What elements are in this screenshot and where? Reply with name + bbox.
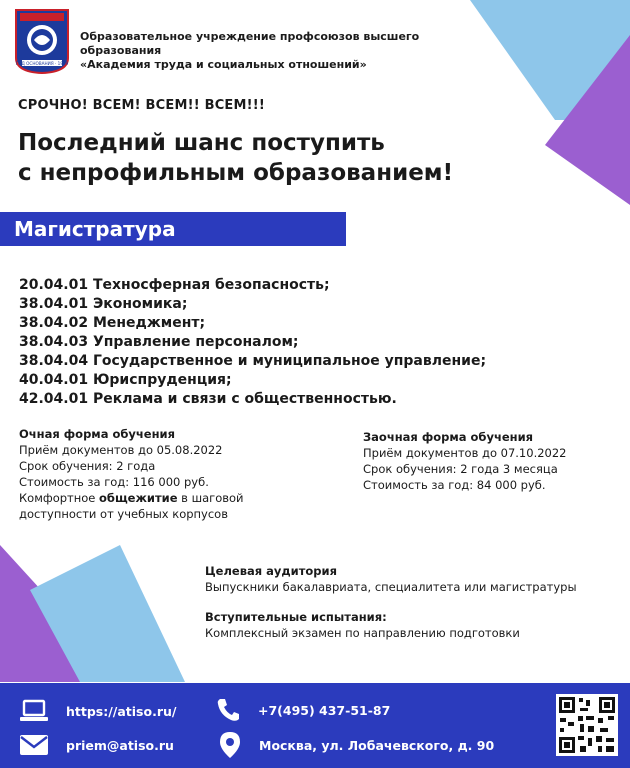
qr-code-icon xyxy=(556,694,618,756)
program-item: 38.04.03 Управление персоналом; xyxy=(19,334,299,350)
atiso-emblem-icon xyxy=(14,8,70,74)
dorm-text-post: в шаговой xyxy=(177,491,244,505)
parttime-study-info xyxy=(363,429,613,493)
parttime-deadline: Приём документов до 07.10.2022 xyxy=(363,446,567,460)
program-item: 38.04.02 Менеджмент; xyxy=(19,315,206,331)
urgent-notice: СРОЧНО! ВСЕМ! ВСЕМ!! ВСЕМ!!! xyxy=(18,98,266,113)
phone-link[interactable] xyxy=(216,697,390,723)
audience-text: Выпускники бакалавриата, специалитета или магистратуры xyxy=(205,580,577,594)
section-band-masters: Магистратура xyxy=(0,212,346,246)
program-list xyxy=(19,276,579,409)
program-item: 38.04.04 Государственное и муниципальное управление; xyxy=(19,353,487,369)
website-link[interactable] xyxy=(20,699,176,723)
laptop-icon xyxy=(20,699,48,723)
fulltime-dorm-line2: доступности от учебных корпусов xyxy=(19,507,228,521)
dorm-text-pre: Комфортное xyxy=(19,491,100,505)
parttime-duration: Срок обучения: 2 года 3 месяца xyxy=(363,462,558,476)
qr-code[interactable] xyxy=(556,694,618,756)
headline-line-2: с непрофильным образованием! xyxy=(18,160,454,186)
phone-icon xyxy=(216,697,240,723)
program-item: 38.04.01 Экономика; xyxy=(19,296,188,312)
program-item: 40.04.01 Юриспруденция; xyxy=(19,372,232,388)
program-item: 20.04.01 Техносферная безопасность; xyxy=(19,277,330,293)
fulltime-dorm xyxy=(19,490,289,506)
headline xyxy=(18,128,538,188)
contact-footer xyxy=(0,683,630,768)
logo-caption: ГОД ОСНОВАНИЯ · 1919 xyxy=(15,61,69,66)
organization-name xyxy=(80,30,480,72)
envelope-icon xyxy=(20,735,48,755)
academy-logo xyxy=(14,8,70,74)
org-line-2: «Академия труда и социальных отношений» xyxy=(80,58,367,71)
address-text: Москва, ул. Лобачевского, д. 90 xyxy=(259,737,495,753)
fulltime-deadline: Приём документов до 05.08.2022 xyxy=(19,443,223,457)
address-info xyxy=(219,731,494,759)
exams-title: Вступительные испытания: xyxy=(205,610,387,624)
parttime-cost: Стоимость за год: 84 000 руб. xyxy=(363,478,546,492)
website-text[interactable]: https://atiso.ru/ xyxy=(66,703,177,719)
dorm-text-bold: общежитие xyxy=(99,491,178,505)
headline-line-1: Последний шанс поступить xyxy=(18,130,385,156)
audience-title: Целевая аудитория xyxy=(205,564,337,578)
fulltime-duration: Срок обучения: 2 года xyxy=(19,459,156,473)
entrance-exams xyxy=(205,609,520,641)
fulltime-title: Очная форма обучения xyxy=(19,427,175,441)
program-item: 42.04.01 Реклама и связи с общественностью. xyxy=(19,391,397,407)
location-pin-icon xyxy=(219,731,241,759)
parttime-title: Заочная форма обучения xyxy=(363,430,534,444)
email-link[interactable] xyxy=(20,735,174,755)
email-text[interactable]: priem@atiso.ru xyxy=(66,737,174,753)
target-audience xyxy=(205,563,577,595)
org-line-1: Образовательное учреждение профсоюзов высшего образования xyxy=(80,30,420,57)
exams-text: Комплексный экзамен по направлению подготовки xyxy=(205,626,520,640)
fulltime-study-info xyxy=(19,426,289,522)
fulltime-cost: Стоимость за год: 116 000 руб. xyxy=(19,475,209,489)
phone-text[interactable]: +7(495) 437-51-87 xyxy=(258,702,391,718)
